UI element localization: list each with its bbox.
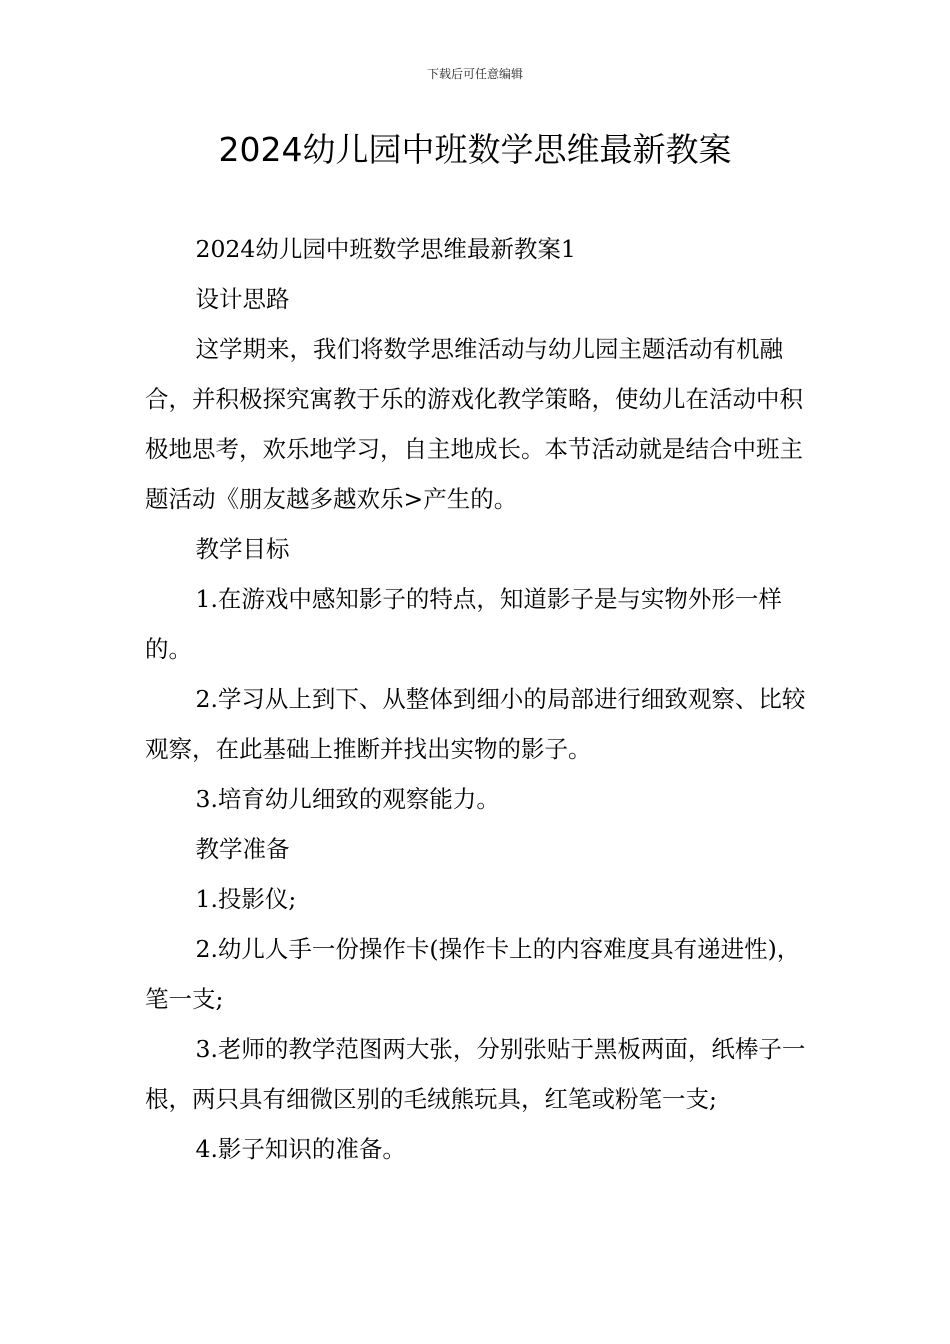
paragraph-prep-2: 2.幼儿人手一份操作卡(操作卡上的内容难度具有递进性)，笔一支; <box>145 935 801 1013</box>
header-note: 下载后可任意编辑 <box>426 67 523 81</box>
paragraph-goal-1: 1.在游戏中感知影子的特点，知道影子是与实物外形一样的。 <box>145 585 782 663</box>
paragraph-heading-goals: 教学目标 <box>195 535 290 563</box>
paragraph-subtitle: 2024幼儿园中班数学思维最新教案1 <box>195 235 576 263</box>
paragraph-prep-4: 4.影子知识的准备。 <box>195 1135 406 1163</box>
document-body <box>145 224 817 1174</box>
paragraph-heading-design: 设计思路 <box>195 285 290 313</box>
paragraph-heading-preparation: 教学准备 <box>195 835 290 863</box>
paragraph-prep-3: 3.老师的教学范图两大张，分别张贴于黑板两面，纸棒子一根，两只具有细微区别的毛绒熊玩具，红笔或粉笔一支; <box>145 1035 806 1113</box>
paragraph-goal-3: 3.培育幼儿细致的观察能力。 <box>195 785 500 813</box>
paragraph-design-body: 这学期来，我们将数学思维活动与幼儿园主题活动有机融合，并积极探究寓教于乐的游戏化教学策略，使幼儿在活动中积极地思考，欢乐地学习，自主地成长。本节活动就是结合中班主题活动《朋友越多越欢乐>产生的。 <box>145 335 803 513</box>
paragraph-goal-2: 2.学习从上到下、从整体到细小的局部进行细致观察、比较观察，在此基础上推断并找出实物的影子。 <box>145 685 806 763</box>
paragraph-prep-1: 1.投影仪; <box>195 885 297 913</box>
document-title: 2024幼儿园中班数学思维最新教案 <box>218 130 732 169</box>
